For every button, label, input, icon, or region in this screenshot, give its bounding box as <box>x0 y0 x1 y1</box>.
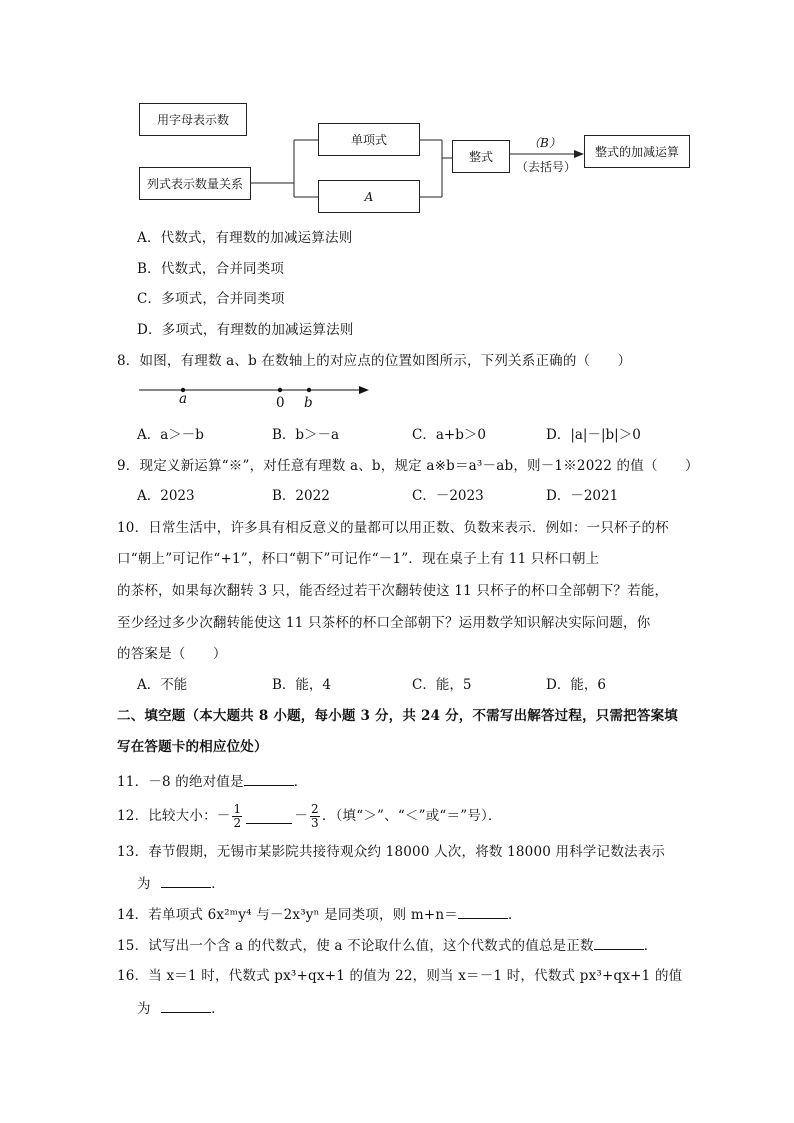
number-line-label-b: b <box>304 395 313 411</box>
number-line <box>137 380 377 410</box>
arrow-label-remove-brackets: （去括号） <box>516 160 577 174</box>
box-integral-expression <box>452 140 510 173</box>
q9-option-b: B．2022 <box>272 488 330 504</box>
q10-line-1: 10．日常生活中，许多具有相反意义的量都可以用正数、负数来表示．例如：一只杯子的杯 <box>117 520 669 536</box>
q8-option-a: A．a＞－b <box>137 427 204 443</box>
box-a-label: A <box>364 189 374 204</box>
number-line-label-a: a <box>179 391 188 407</box>
box-relation-label: 列式表示数量关系 <box>146 177 243 191</box>
q11-end: ． <box>293 774 308 790</box>
q9-option-d: D．－2021 <box>546 488 619 504</box>
q11-answer-blank[interactable] <box>244 771 294 786</box>
q12-minus: － <box>294 808 309 824</box>
q16-line-2 <box>137 998 225 1018</box>
q16-answer-blank[interactable] <box>161 998 211 1013</box>
q16-end: ． <box>211 1001 225 1017</box>
number-line-label-zero: 0 <box>276 395 285 411</box>
q8-option-b: B．b＞－a <box>272 427 340 443</box>
q13-end: ． <box>211 876 225 892</box>
box-letters-label: 用字母表示数 <box>156 113 229 127</box>
q13-line-2-text: 为 <box>137 876 151 892</box>
q10-option-c: C．能，5 <box>412 677 472 693</box>
q12-fraction-1 <box>232 803 242 830</box>
q15-text: 15．试写出一个含 a 的代数式，使 a 不论取什么值，这个代数式的值总是正数 <box>117 938 594 954</box>
q15-end: ． <box>643 938 658 954</box>
q13-answer-blank[interactable] <box>161 873 211 888</box>
box-a <box>318 180 420 213</box>
q16-line-1: 16．当 x＝1 时，代数式 px³+qx+1 的值为 22，则当 x＝－1 时，代数式 px³+qx+1 的值 <box>117 968 683 984</box>
q12-frac2-denominator: 3 <box>311 815 319 830</box>
q9-option-c: C．－2023 <box>412 488 484 504</box>
q7-option-c: C．多项式，合并同类项 <box>137 291 285 307</box>
q11-text: 11．－8 的绝对值是 <box>117 774 244 790</box>
q7-option-d: D．多项式，有理数的加减运算法则 <box>137 322 354 338</box>
q12-frac1-denominator: 2 <box>233 815 242 830</box>
q7-option-b: B．代数式，合并同类项 <box>137 261 285 277</box>
q13-line-1: 13．春节假期，无锡市某影院共接待观众约 18000 人次，将数 18000 用科学记数法表示 <box>117 844 666 860</box>
q10-line-5: 的答案是（ ） <box>117 646 227 662</box>
q7-option-a: A．代数式，有理数的加减运算法则 <box>137 230 353 246</box>
q12-prefix: 12．比较大小：－ <box>117 808 231 824</box>
q15 <box>117 935 657 955</box>
section-2-heading-line-1: 二、填空题（本大题共 8 小题，每小题 3 分，共 24 分，不需写出解答过程，只需把答案填 <box>117 708 678 724</box>
q14-text: 14．若单项式 6x²ᵐy⁴ 与－2x³yⁿ 是同类项，则 m+n＝ <box>117 907 458 923</box>
q8-stem: 8．如图，有理数 a、b 在数轴上的对应点的位置如图所示，下列关系正确的（ ） <box>117 353 632 369</box>
box-letters-represent-numbers <box>139 103 247 136</box>
q13-line-2 <box>137 873 225 893</box>
q9-option-a: A．2023 <box>137 488 195 504</box>
arrow-label-b: （B） <box>528 136 561 150</box>
q10-option-b: B．能，4 <box>272 677 332 693</box>
q12-suffix: ．（填“＞”、“＜”或“＝”号）． <box>321 808 502 824</box>
q12-frac2-numerator: 2 <box>311 801 319 816</box>
q16-line-2-text: 为 <box>137 1001 151 1017</box>
q12-fraction-2 <box>310 803 320 830</box>
section-2-heading-line-2: 写在答题卡的相应位处） <box>117 739 268 755</box>
q8-option-c: C．a+b＞0 <box>412 427 486 443</box>
q8-option-d: D．|a|－|b|＞0 <box>546 427 641 443</box>
q11 <box>117 771 307 791</box>
q10-option-a: A．不能 <box>137 677 188 693</box>
q10-line-3: 的茶杯，如果每次翻转 3 只，能否经过若干次翻转使这 11 只杯子的杯口全部朝下？若能， <box>117 583 669 599</box>
q10-option-d: D．能，6 <box>546 677 606 693</box>
box-monomial <box>318 123 420 156</box>
q14-end: ． <box>507 907 522 923</box>
q12-answer-blank[interactable] <box>246 809 292 824</box>
q15-answer-blank[interactable] <box>594 935 644 950</box>
box-monomial-label: 单项式 <box>350 133 387 147</box>
box-integral-label: 整式 <box>468 150 493 164</box>
q14 <box>117 904 522 924</box>
q12-frac1-numerator: 1 <box>233 801 242 816</box>
box-result-label: 整式的加减运算 <box>594 145 679 159</box>
q12 <box>117 799 502 833</box>
q10-line-4: 至少经过多少次翻转能使这 11 只茶杯的杯口全部朝下？运用数学知识解决实际问题，你 <box>117 615 651 631</box>
box-quantity-relation <box>139 167 251 200</box>
q14-answer-blank[interactable] <box>458 904 508 919</box>
q10-line-2: 口“朝上”可记作“+1”，杯口“朝下”可记作“－1”．现在桌子上有 11 只杯口朝上 <box>117 551 600 567</box>
q9-stem: 9．现定义新运算“※”，对任意有理数 a、b，规定 a※b＝a³－ab，则－1※2022 的值（ ） <box>117 458 699 474</box>
box-addition-subtraction <box>584 135 690 168</box>
